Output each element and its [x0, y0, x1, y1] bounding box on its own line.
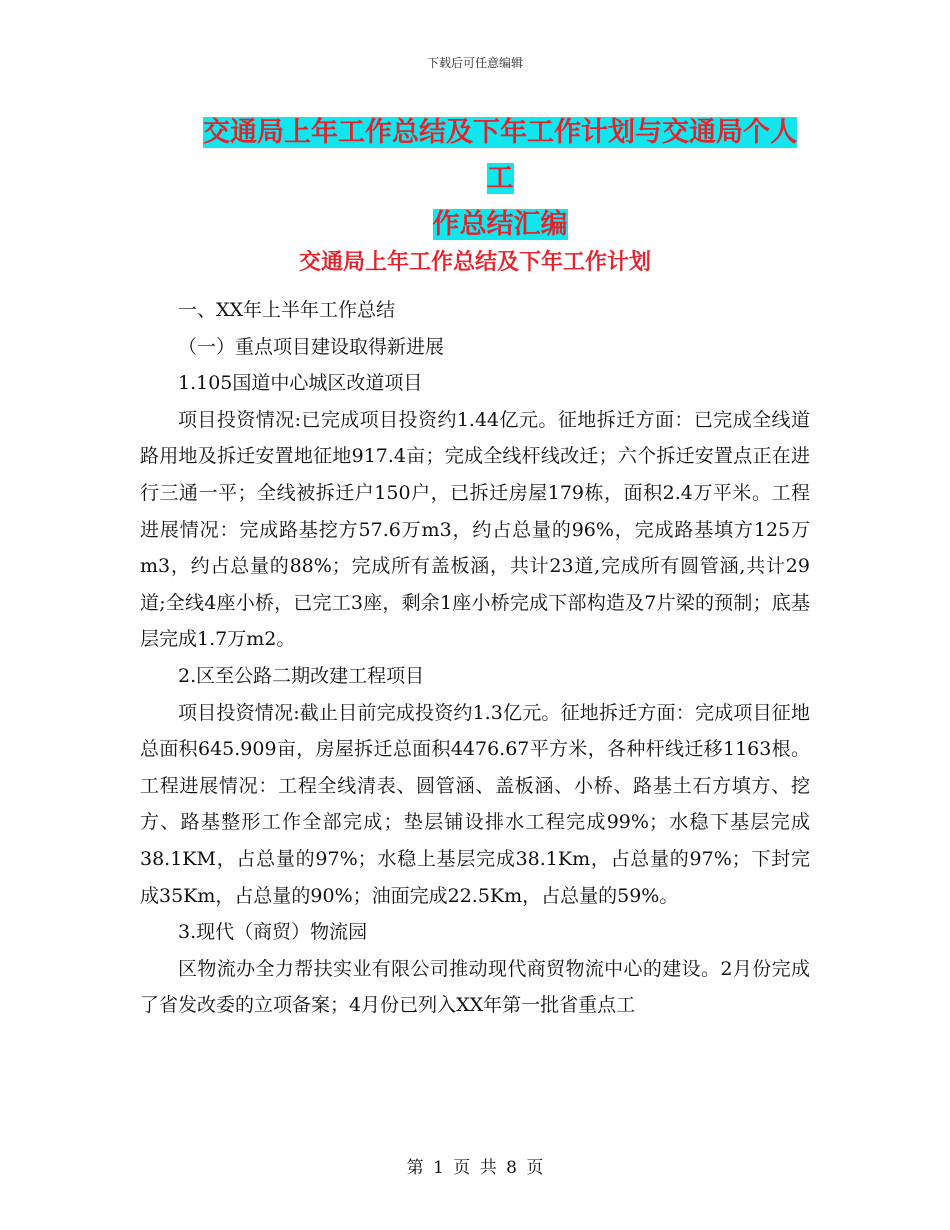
document-title — [190, 110, 810, 248]
document-title-line1: 交通局上年工作总结及下年工作计划与交通局个人工 — [203, 117, 797, 194]
document-title-line2: 作总结汇编 — [432, 209, 568, 240]
heading-level2: （一）重点项目建设取得新进展 — [178, 335, 445, 358]
heading-project-1: 1.105国道中心城区改道项目 — [178, 372, 423, 395]
page-footer: 第 1 页 共 8 页 — [406, 1158, 544, 1178]
paragraph-project-3: 区物流办全力帮扶实业有限公司推动现代商贸物流中心的建设。2月份完成了省发改委的立项备案；4月份已列入XX年第一批省重点工 — [140, 957, 810, 1017]
header-note: 下载后可任意编辑 — [426, 56, 523, 70]
heading-project-2: 2.区至公路二期改建工程项目 — [178, 664, 425, 687]
heading-project-3: 3.现代（商贸）物流园 — [178, 921, 368, 944]
paragraph-project-1: 项目投资情况:已完成项目投资约1.44亿元。征地拆迁方面：已完成全线道路用地及拆迁安置地征地917.4亩；完成全线杆线改迁；六个拆迁安置点正在进行三通一平；全线被拆迁户150户，已拆迁房屋179栋，面积2.4万平米。工程进展情况：完成路基挖方57.6万m3，约占总量的96%，完成路基填方125万m3，约占总量的88%；完成所有盖板涵，共计23道,完成所有圆管涵,共计29道;全线4座小桥，已完工3座，剩余1座小桥完成下部构造及7片梁的预制；底基层完成1.7万m2。 — [140, 408, 810, 651]
paragraph-project-2: 项目投资情况:截止目前完成投资约1.3亿元。征地拆迁方面：完成项目征地总面积645.909亩，房屋拆迁总面积4476.67平方米，各种杆线迁移1163根。工程进展情况：工程全线清表、圆管涵、盖板涵、小桥、路基土石方填方、挖方、路基整形工作全部完成；垫层铺设排水工程完成99%；水稳下基层完成38.1KM，占总量的97%；水稳上基层完成38.1Km，占总量的97%；下封完成35Km，占总量的90%；油面完成22.5Km，占总量的59%。 — [140, 701, 810, 907]
document-body — [140, 292, 810, 1024]
section-title: 交通局上年工作总结及下年工作计划 — [298, 250, 651, 275]
heading-level1: 一、XX年上半年工作总结 — [178, 299, 396, 321]
